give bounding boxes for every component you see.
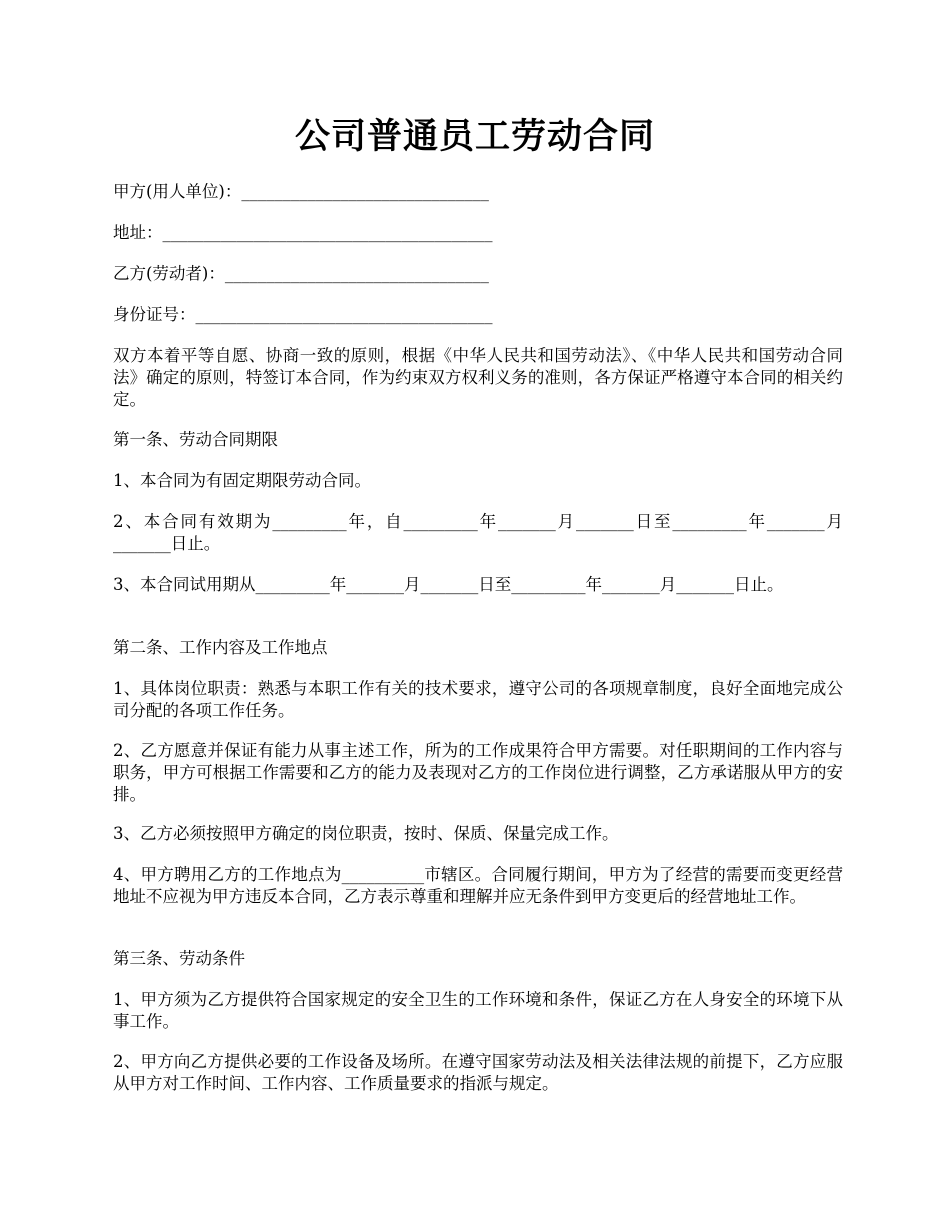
article2-clause4: 4、甲方聘用乙方的工作地点为__________市辖区。合同履行期间，甲方为了经营的需要而变更经营地址不应视为甲方违反本合同，乙方表示尊重和理解并应无条件到甲方变更后的经营地址工作。	[113, 865, 843, 906]
document-title: 公司普通员工劳动合同	[294, 116, 655, 157]
article2-heading: 第二条、工作内容及工作地点	[113, 638, 328, 657]
employer-field: 甲方(用人单位)：______________________________	[113, 182, 489, 201]
article2-clause3: 3、乙方必须按照甲方确定的岗位职责，按时、保质、保量完成工作。	[113, 824, 619, 843]
article1-clause1: 1、本合同为有固定期限劳动合同。	[113, 471, 371, 490]
article2-clause2: 2、乙方愿意并保证有能力从事主述工作，所为的工作成果符合甲方需要。对任职期间的工作内容与职务，甲方可根据工作需要和乙方的能力及表现对乙方的工作岗位进行调整，乙方承诺服从甲方的安排。	[113, 741, 843, 804]
article1-clause3: 3、本合同试用期从_________年_______月_______日至_________年_______月_______日止。	[113, 575, 784, 594]
article3-heading: 第三条、劳动条件	[113, 949, 245, 968]
article2-clause1: 1、具体岗位职责：熟悉与本职工作有关的技术要求，遵守公司的各项规章制度，良好全面地完成公司分配的各项工作任务。	[113, 679, 843, 720]
article1-heading: 第一条、劳动合同期限	[113, 430, 278, 449]
preamble-paragraph: 双方本着平等自愿、协商一致的原则，根据《中华人民共和国劳动法》、《中华人民共和国劳动合同法》确定的原则，特签订本合同，作为约束双方权利义务的准则，各方保证严格遵守本合同的相关约定。	[113, 346, 843, 409]
article3-clause2: 2、甲方向乙方提供必要的工作设备及场所。在遵守国家劳动法及相关法律法规的前提下，乙方应服从甲方对工作时间、工作内容、工作质量要求的指派与规定。	[113, 1052, 843, 1093]
employee-field: 乙方(劳动者)：________________________________	[113, 264, 489, 283]
id-number-field: 身份证号：____________________________________	[113, 305, 493, 324]
article3-clause1: 1、甲方须为乙方提供符合国家规定的安全卫生的工作环境和条件，保证乙方在人身安全的环境下从事工作。	[113, 990, 843, 1031]
article1-clause2: 2、本合同有效期为_________年，自_________年_______月_______日至_________年_______月_______日止。	[113, 512, 843, 553]
address-field: 地址：________________________________________	[113, 223, 493, 242]
